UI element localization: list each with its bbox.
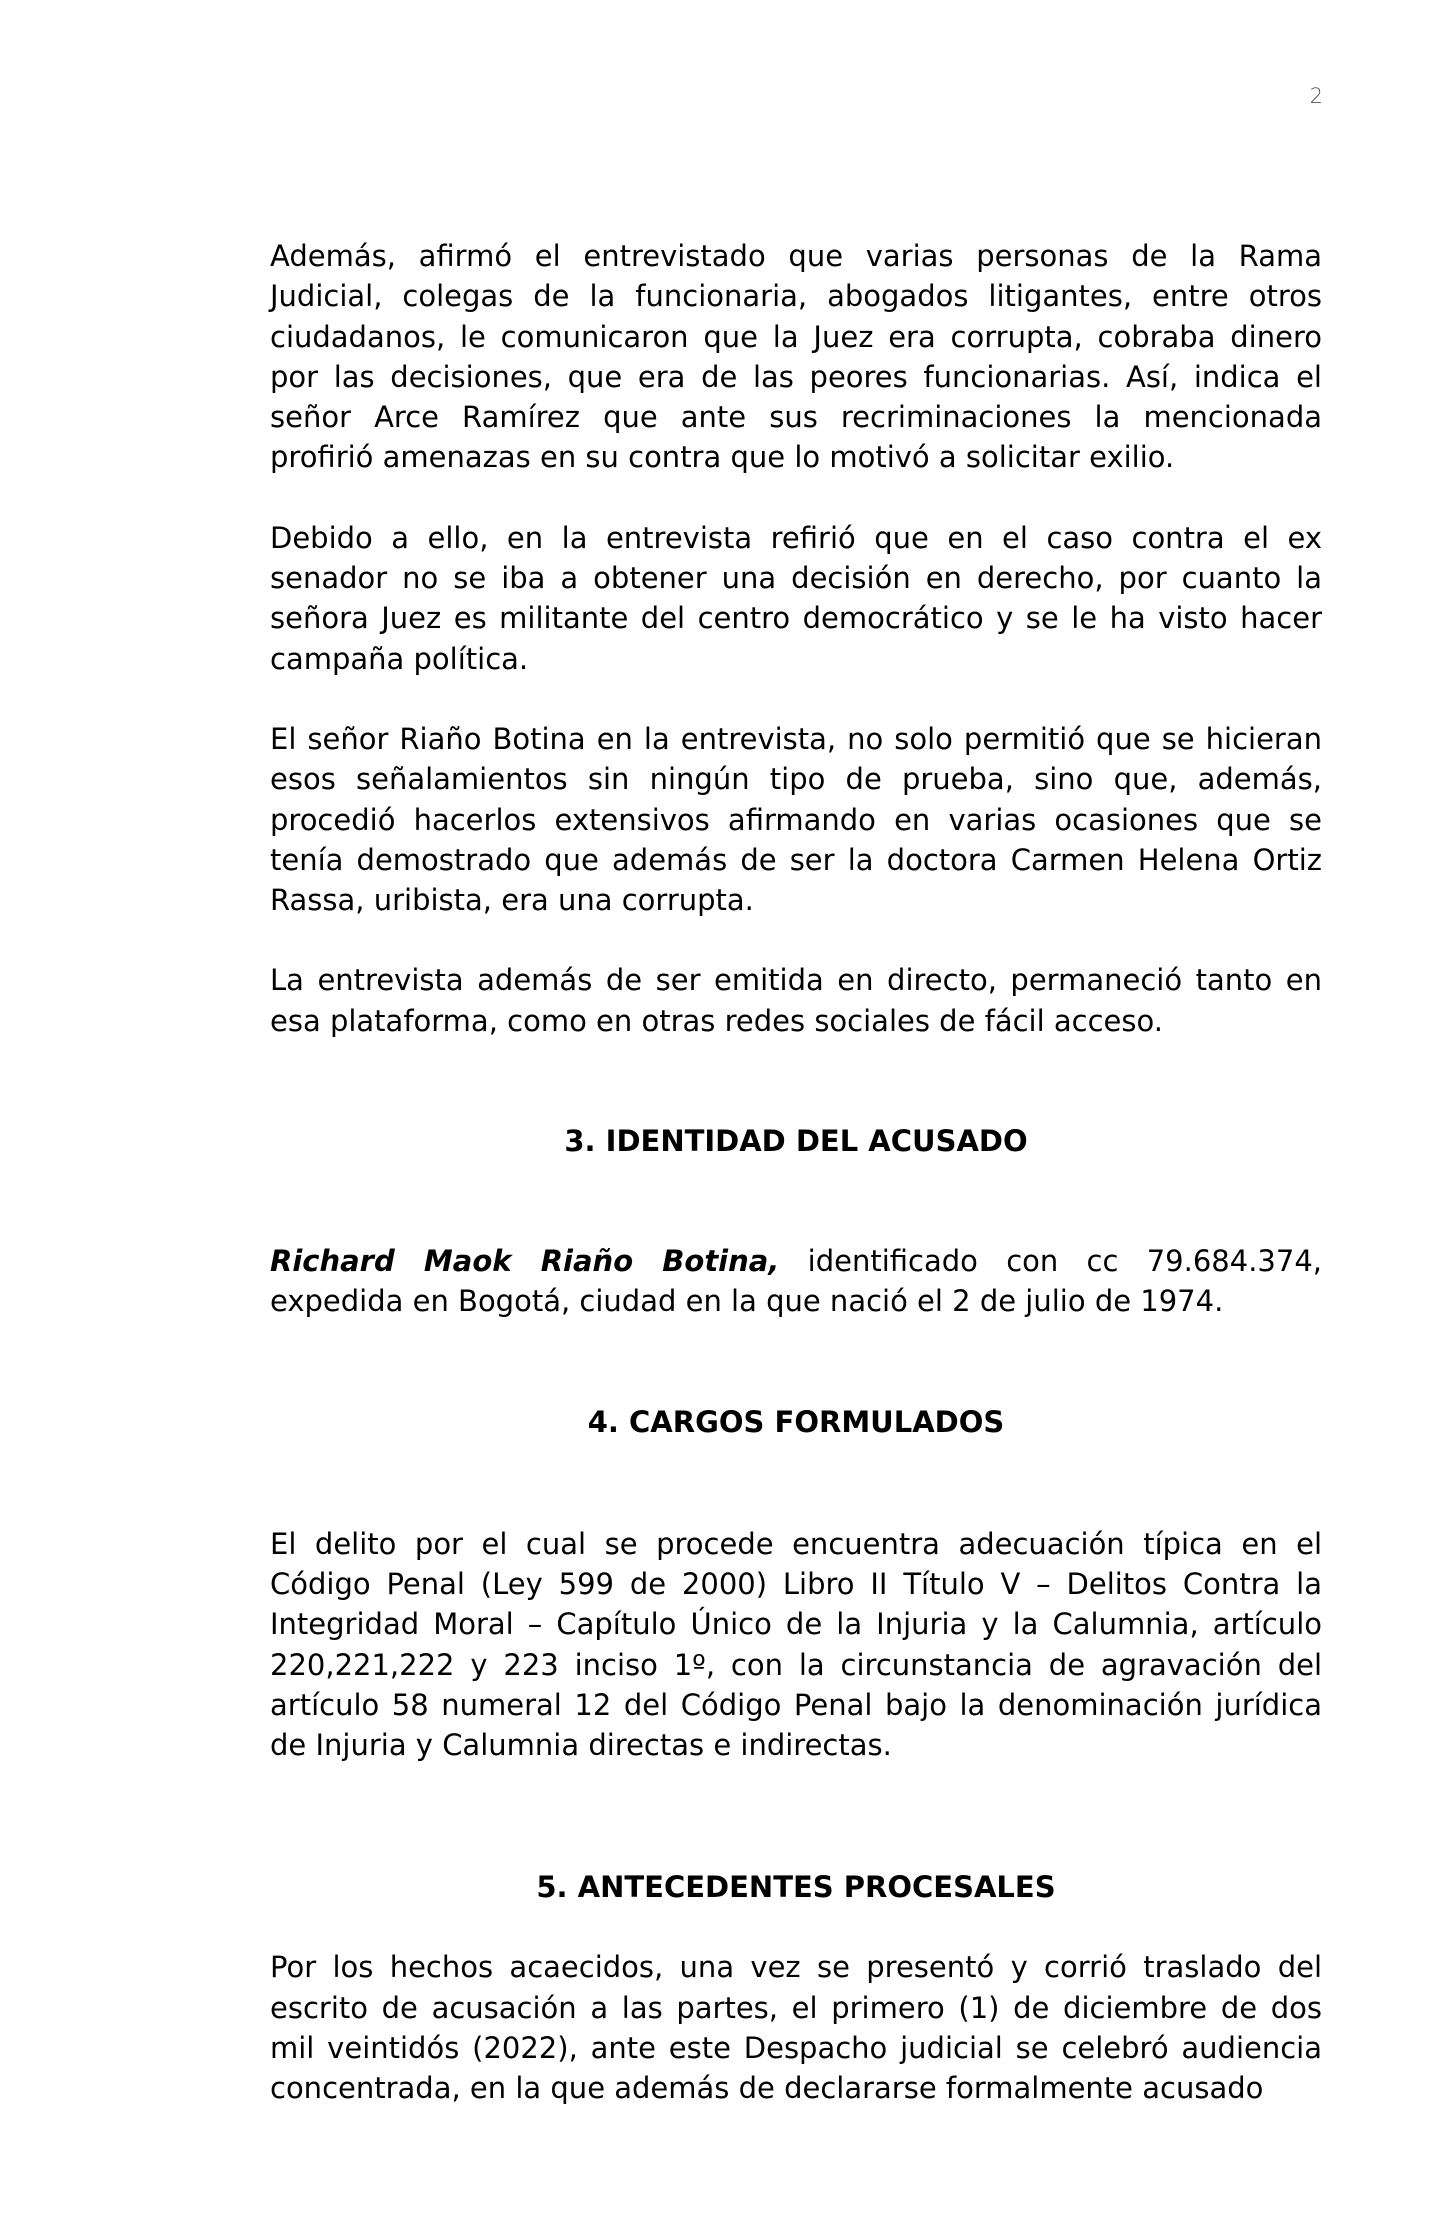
paragraph-broadcast: La entrevista además de ser emitida en directo, permaneció tanto en esa plataforma, como en otras redes sociales de fácil acceso. [270,963,1322,1038]
paragraph-interview-claims: Además, afirmó el entrevistado que varias personas de la Rama Judicial, colegas de la funcionaria, abogados litigantes, entre otros ciudadanos, le comunicaron que la Juez era corrupta, cobraba dinero por las decisiones, que era de las peores funcionarias. Así, indica el señor Arce Ramírez que ante sus recriminaciones la mencionada profirió amenazas en su contra que lo motivó a solicitar exilio. [270,239,1322,475]
heading-procedural-history: 5. ANTECEDENTES PROCESALES [536,1870,1056,1905]
paragraph-accused-identity [270,1241,1322,1322]
paragraph-charges: El delito por el cual se procede encuentra adecuación típica en el Código Penal (Ley 599 de 2000) Libro II Título V – Delitos Contra la Integridad Moral – Capítulo Único de la Injuria y la Calumnia, artículo 220,221,222 y 223 inciso 1º, con la circunstancia de agravación del artículo 58 numeral 12 del Código Penal bajo la denominación jurídica de Injuria y Calumnia directas e indirectas. [270,1526,1322,1763]
document-body [270,236,1322,2109]
heading-identity-accused: 3. IDENTIDAD DEL ACUSADO [564,1124,1028,1159]
paragraph-accused-statements: El señor Riaño Botina en la entrevista, no solo permitió que se hicieran esos señalamientos sin ningún tipo de prueba, sino que, además, procedió hacerlos extensivos afirmando en varias ocasiones que se tenía demostrado que además de ser la doctora Carmen Helena Ortiz Rassa, uribista, era una corrupta. [270,721,1322,918]
page-number: 2 [1309,84,1323,108]
paragraph-procedural-history: Por los hechos acaecidos, una vez se presentó y corrió traslado del escrito de acusación a las partes, el primero (1) de diciembre de dos mil veintidós (2022), ante este Despacho judicial se celebró audiencia concentrada, en la que además de declararse formalmente acusado [270,1950,1322,2106]
paragraph-political-bias: Debido a ello, en la entrevista refirió que en el caso contra el ex senador no se iba a obtener una decisión en derecho, por cuanto la señora Juez es militante del centro democrático y se le ha visto hacer campaña política. [270,520,1322,676]
accused-details: identificado con cc 79.684.374, expedida en Bogotá, ciudad en la que nació el 2 de julio de 1974. [270,1244,1322,1319]
accused-name: Richard Maok Riaño Botina, [270,1244,780,1279]
heading-charges: 4. CARGOS FORMULADOS [587,1404,1005,1439]
